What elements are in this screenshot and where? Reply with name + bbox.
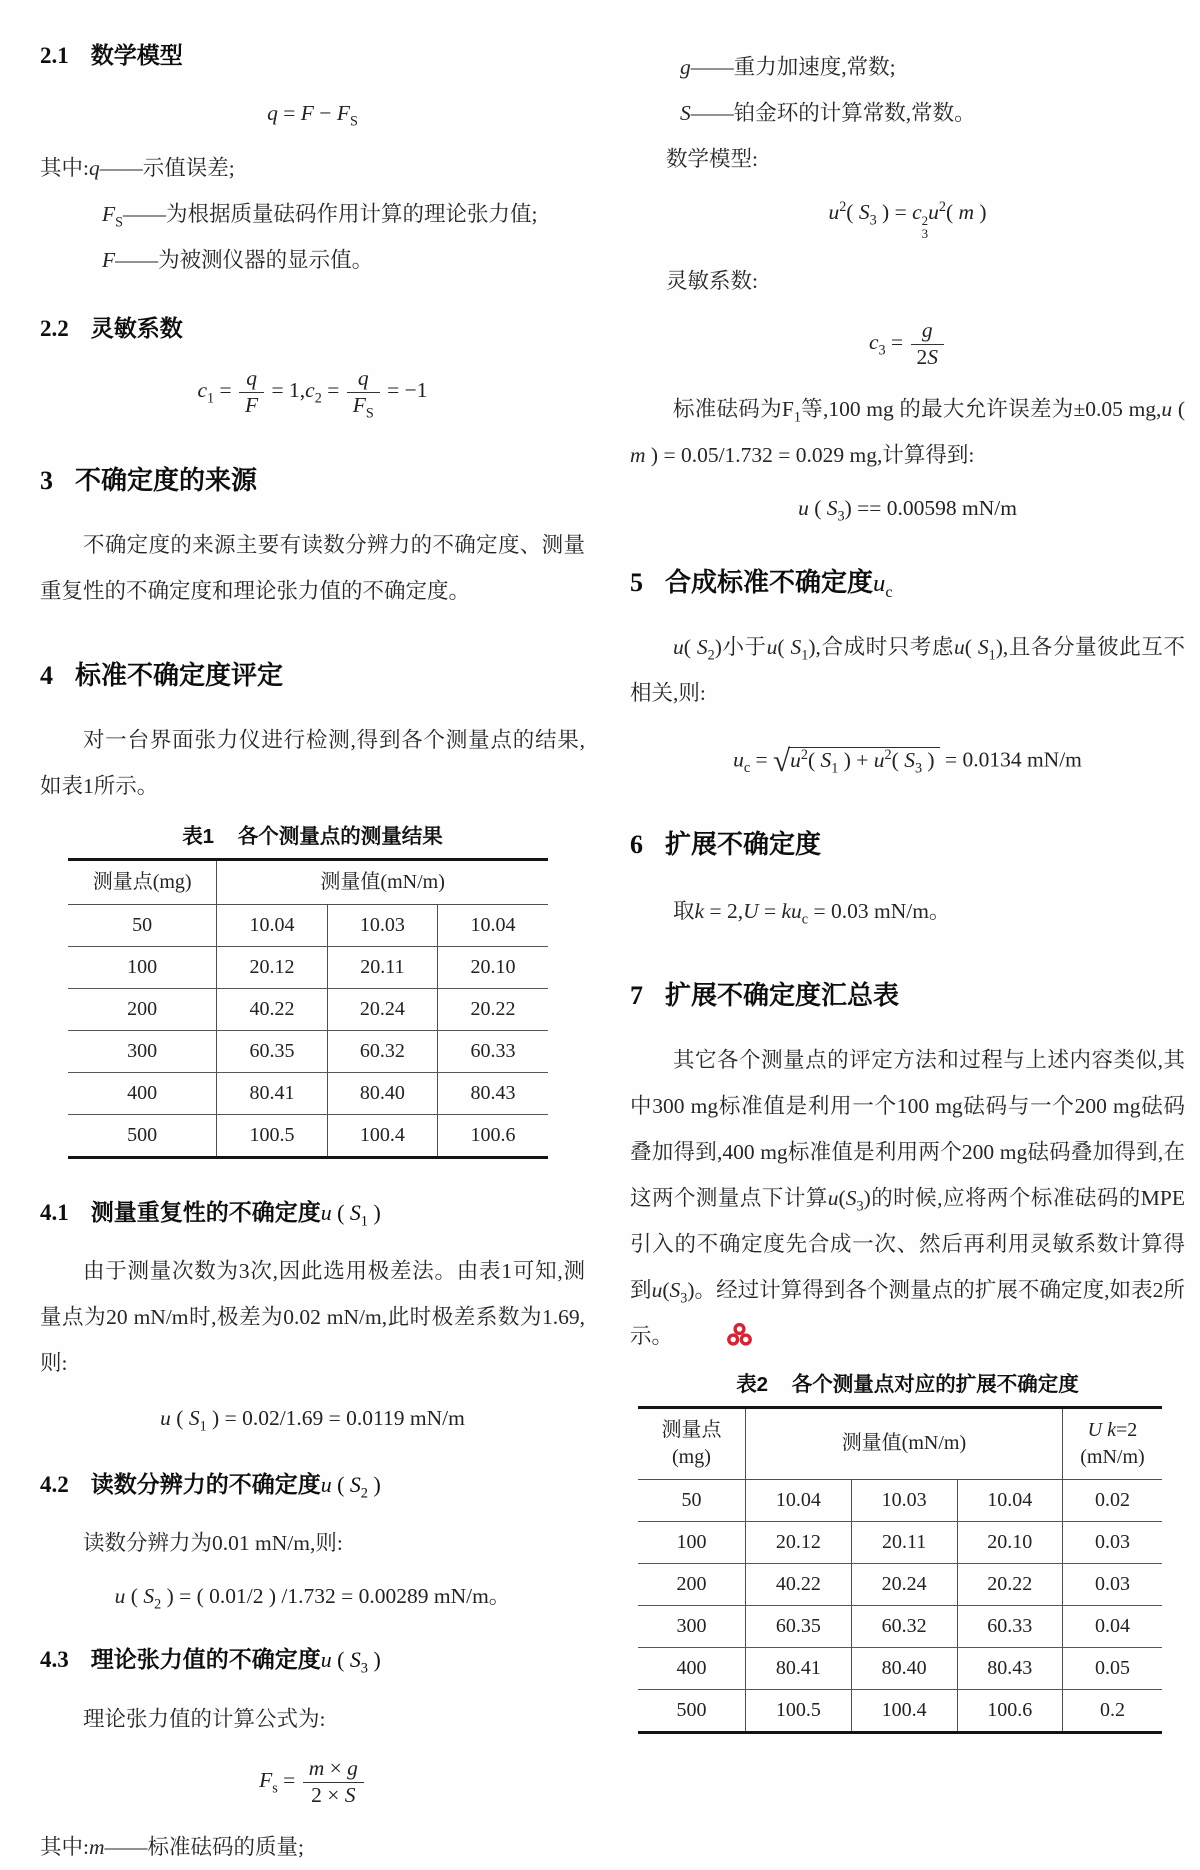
table-cell: 60.35	[217, 1030, 327, 1072]
table-cell: 50	[638, 1479, 745, 1521]
section-number: 4.2	[40, 1471, 69, 1497]
paragraph-resolution: 读数分辨力为0.01 mN/m,则:	[83, 1531, 343, 1556]
table-row	[68, 904, 548, 946]
definition-q: 其中:q——示值误差;	[40, 156, 235, 181]
table2-caption	[630, 1371, 1185, 1400]
section-number: 3	[40, 465, 53, 495]
table-cell: 0.03	[1062, 1521, 1162, 1563]
formula-uc-sqrt: $u_c = √u^2$( $S_1$ ) + $u^2$( $S_3$ ) = 0.0134 mN/m	[733, 743, 1082, 779]
formula-q: $q = F - F_S$	[267, 101, 358, 130]
table-cell: 40.22	[217, 988, 327, 1030]
section-heading-6	[630, 827, 1185, 862]
section-title: 标准不确定度评定	[75, 660, 284, 691]
definition-fs: $F_S——$为根据质量砝码作用计算的理论张力值;	[102, 202, 538, 231]
table-cell: 60.33	[438, 1030, 548, 1072]
section-heading-4-3	[40, 1644, 585, 1675]
table2-caption-title: 各个测量点对应的扩展不确定度	[791, 1373, 1079, 1397]
table1-caption	[40, 823, 585, 852]
table1-caption-number: 表1	[182, 825, 215, 849]
table-cell: 10.04	[217, 904, 327, 946]
paragraph-standard-weight: 标准砝码为$F_1$等,100 mg 的最大允许误差为±0.05 mg,u ( m ) = 0.05/1.732 = 0.029 mg,计算得到:	[630, 397, 1185, 468]
table-row	[68, 946, 548, 988]
table-cell: 0.2	[1062, 1689, 1162, 1732]
table-cell: 80.41	[217, 1072, 327, 1114]
table-cell: 500	[127, 1123, 158, 1146]
table-cell: 20.22	[957, 1563, 1062, 1605]
table-cell: 80.43	[438, 1072, 548, 1114]
table-cell: 500	[676, 1698, 707, 1721]
table-row	[68, 1072, 548, 1114]
table2-caption-number: 表2	[736, 1373, 769, 1397]
left-column	[40, 26, 585, 1870]
table-cell: 100.5	[217, 1114, 327, 1157]
table-cell: 20.10	[438, 946, 548, 988]
section-title: 测量重复性的不确定度	[90, 1198, 321, 1225]
table-cell: 60.32	[851, 1605, 957, 1647]
section-heading-4-1	[40, 1197, 585, 1228]
section-number: 2.1	[40, 43, 69, 68]
paragraph-theoretical: 理论张力值的计算公式为:	[83, 1706, 326, 1731]
definition-m: 其中:m——标准砝码的质量;	[40, 1835, 304, 1860]
section-title: 理论张力值的不确定度	[90, 1646, 321, 1673]
table1-header-point: 测量点(mg)	[68, 859, 217, 904]
table-cell: 80.41	[745, 1647, 851, 1689]
table-row	[638, 1605, 1162, 1647]
end-of-article-icon	[683, 1317, 753, 1363]
paragraph-combined: u( $S_2$)小于u( $S_1$),合成时只考虑u( $S_1$),且各分量彼此互不相关,则:	[630, 635, 1185, 706]
section-number: 7	[630, 980, 643, 1010]
symbol-definitions	[40, 145, 585, 283]
paragraph-repeatability: 由于测量次数为3次,因此选用极差法。由表1可知,测量点为20 mN/m时,极差为0.02 mN/m,此时极差系数为1.69,则:	[40, 1259, 585, 1376]
paragraph-evaluation: 对一台界面张力仪进行检测,得到各个测量点的结果,如表1所示。	[40, 728, 585, 799]
heading-formula-uc: $u_c$	[873, 569, 893, 601]
table-row	[638, 1647, 1162, 1689]
table2-header-u: U k=2 (mN/m)	[1062, 1407, 1162, 1479]
definition-f: F——为被测仪器的显示值。	[102, 248, 374, 273]
table-cell: 100	[638, 1521, 745, 1563]
table-cell: 80.40	[327, 1072, 437, 1114]
section-heading-5	[630, 565, 1185, 600]
table1-body	[68, 904, 548, 1157]
table-cell: 80.40	[851, 1647, 957, 1689]
section-title: 数学模型	[90, 42, 183, 68]
heading-formula-us1: u ( $S_1$ )	[320, 1200, 381, 1230]
table-cell: 0.04	[1062, 1605, 1162, 1647]
paragraph-summary-text: 其它各个测量点的评定方法和过程与上述内容类似,其中300 mg标准值是利用一个100 mg砝码与一个200 mg砝码叠加得到,400 mg标准值是利用两个200 mg砝码叠加得到,在这两个测量点下计算$u(S_3)$的时候,应将两个标准砝码的MPE引入的不确定度先合成一次、然后再利用灵敏系数计算得到$u(S_3)$。经过计算得到各个测量点的扩展不确定度,如表2所示。	[630, 1048, 1185, 1349]
table-row	[68, 988, 548, 1030]
table-cell: 10.04	[438, 904, 548, 946]
table1-caption-title: 各个测量点的测量结果	[237, 825, 443, 849]
section-number: 6	[630, 829, 643, 859]
section-heading-2-1	[40, 40, 585, 71]
table-cell: 20.10	[957, 1521, 1062, 1563]
table-cell: 100.6	[957, 1689, 1062, 1732]
section-number: 5	[630, 567, 643, 597]
table-cell: 0.03	[1062, 1563, 1162, 1605]
table2-body	[638, 1479, 1162, 1732]
table2-header-point: 测量点 (mg)	[638, 1407, 745, 1479]
table-row	[638, 1479, 1162, 1521]
table-row	[68, 1114, 548, 1157]
table-cell: 200	[68, 988, 217, 1030]
table-cell: 10.04	[745, 1479, 851, 1521]
section-heading-4	[40, 658, 585, 693]
table-cell: 400	[638, 1647, 745, 1689]
table-cell: 60.32	[327, 1030, 437, 1072]
table1-measurement-results	[68, 858, 548, 1159]
section-title: 合成标准不确定度	[665, 566, 874, 597]
table-cell: 0.05	[1062, 1647, 1162, 1689]
table1-header	[68, 859, 548, 904]
table-row	[638, 1521, 1162, 1563]
definition-s: S——铂金环的计算常数,常数。	[680, 101, 976, 125]
table-cell: 400	[68, 1072, 217, 1114]
formula-c3-fraction: $c_3$ = $\frac{g}{2S}$	[630, 318, 1185, 371]
table-cell: 60.33	[957, 1605, 1062, 1647]
definition-g: g——重力加速度,常数;	[680, 55, 896, 79]
heading-formula-us2: u ( $S_2$ )	[320, 1472, 381, 1501]
table2-expanded-uncertainty	[638, 1406, 1162, 1734]
table-cell: 20.24	[851, 1563, 957, 1605]
formula-us3-value: u ( $S_3) == 0.00598$ mN/m	[798, 496, 1017, 525]
section-number: 2.2	[40, 316, 69, 342]
section-heading-7	[630, 978, 1185, 1013]
paragraph-summary	[630, 1037, 1185, 1363]
table-cell: 200	[638, 1563, 745, 1605]
section-number: 4.3	[40, 1647, 69, 1673]
table2-header	[638, 1407, 1162, 1479]
table-cell: 10.03	[327, 904, 437, 946]
table-row	[638, 1563, 1162, 1605]
section-heading-3	[40, 463, 585, 498]
formula-us1: u ( $S_1$ ) = 0.02/1.69 = 0.0119 mN/m	[160, 1406, 465, 1435]
section-title: 读数分辨力的不确定度	[90, 1470, 321, 1497]
table-cell: 80.43	[957, 1647, 1062, 1689]
formula-us2: u ( $S_2$ ) = ( 0.01/2 ) /1.732 = 0.00289 mN/m。	[114, 1584, 511, 1613]
section-heading-4-2	[40, 1469, 585, 1500]
table-cell: 100	[68, 946, 217, 988]
section-title: 灵敏系数	[90, 315, 183, 342]
table-cell: 100.6	[438, 1114, 548, 1157]
right-column	[630, 26, 1185, 1870]
table-cell: 300	[638, 1605, 745, 1647]
table-cell: 20.11	[327, 946, 437, 988]
heading-formula-us3: u ( $S_3$ )	[320, 1648, 381, 1677]
section-number: 4	[40, 661, 53, 691]
formula-fs-fraction: $F_s$ = $\frac{m \times g}{2 \times S}$	[40, 1756, 585, 1809]
table-cell: 300	[68, 1030, 217, 1072]
table-cell: 20.11	[851, 1521, 957, 1563]
table-cell: 40.22	[745, 1563, 851, 1605]
table-cell: 20.24	[327, 988, 437, 1030]
section-title: 不确定度的来源	[75, 464, 258, 495]
table-row	[638, 1689, 1162, 1732]
table-cell: 10.03	[851, 1479, 957, 1521]
formula-u2s3: $u^2$( $S_3$ ) = c 2 3 $u^2$( m )	[828, 198, 987, 242]
table2-header-values: 测量值(mN/m)	[745, 1407, 1062, 1479]
table-cell: 100.4	[851, 1689, 957, 1732]
section-heading-2-2	[40, 313, 585, 344]
table-cell: 20.12	[217, 946, 327, 988]
paragraph-expanded: 取$k = 2,U = ku_c = 0.03$ mN/m。	[673, 898, 951, 928]
table-row	[68, 1030, 548, 1072]
table-cell: 100.4	[327, 1114, 437, 1157]
paragraph-sources: 不确定度的来源主要有读数分辨力的不确定度、测量重复性的不确定度和理论张力值的不确定度。	[40, 533, 585, 604]
math-model-label: 数学模型:	[666, 147, 758, 171]
table-cell: 20.12	[745, 1521, 851, 1563]
table-cell: 20.22	[438, 988, 548, 1030]
section-title: 扩展不确定度	[665, 828, 822, 859]
table-cell: 100.5	[745, 1689, 851, 1732]
table1-header-values: 测量值(mN/m)	[217, 859, 548, 904]
sensitivity-label: 灵敏系数:	[666, 268, 758, 293]
section-number: 4.1	[40, 1199, 69, 1225]
table-cell: 10.04	[957, 1479, 1062, 1521]
table-cell: 60.35	[745, 1605, 851, 1647]
table-cell: 50	[68, 904, 217, 946]
formula-c1-c2: $c_1$ = $\frac{q}{F}$ = $1,c_2$ = $\frac{q}{F_S}$ = −1	[197, 366, 428, 422]
table-cell: 0.02	[1062, 1479, 1162, 1521]
section-title: 扩展不确定度汇总表	[665, 979, 900, 1010]
